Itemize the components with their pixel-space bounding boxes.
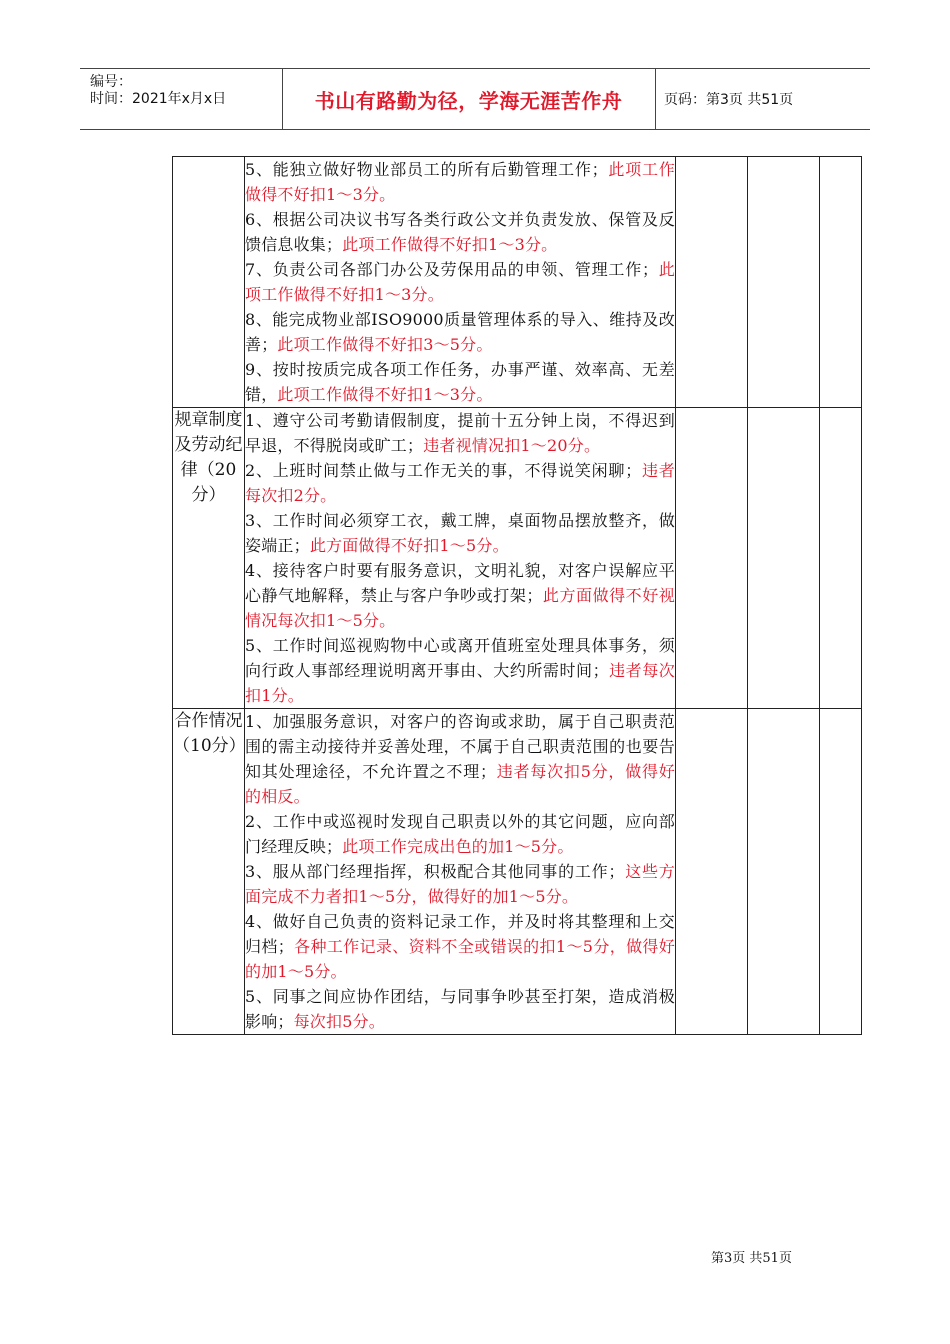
criteria-item: [245, 859, 675, 909]
criteria-item: [245, 307, 675, 357]
criteria-item: [245, 633, 675, 708]
criteria-text: 3、工作时间必须穿工衣，戴工牌，桌面物品摆放整齐，做姿端正；: [245, 511, 675, 555]
criteria-item: [245, 709, 675, 809]
penalty-text: 每次扣5分。: [293, 1012, 385, 1031]
score-cell: [676, 709, 748, 1035]
criteria-text: 2、上班时间禁止做与工作无关的事，不得说笑闲聊；: [245, 461, 642, 480]
motto-text: 书山有路勤为径，学海无涯苦作舟: [314, 88, 623, 113]
penalty-text: 此方面做得不好视情况每次扣1～5分。: [245, 586, 675, 630]
penalty-text: 违者每次扣2分。: [245, 461, 675, 505]
criteria-text: 2、工作中或巡视时发现自己职责以外的其它问题，应向部门经理反映；: [245, 812, 675, 856]
criteria-text: 5、能独立做好物业部员工的所有后勤管理工作；: [245, 160, 608, 179]
score-cell: [676, 157, 748, 408]
criteria-text: 7、负责公司各部门办公及劳保用品的申领、管理工作；: [245, 260, 659, 279]
criteria-text: 3、服从部门经理指挥，积极配合其他同事的工作；: [245, 862, 625, 881]
criteria-text: 4、做好自己负责的资料记录工作，并及时将其整理和上交归档；: [245, 912, 675, 956]
penalty-text: 此项工作做得不好扣1～3分。: [245, 260, 676, 304]
page-header: [80, 68, 870, 130]
penalty-text: 此项工作做得不好扣1～3分。: [245, 160, 675, 204]
criteria-item: [245, 809, 675, 859]
criteria-item: [245, 909, 675, 984]
criteria-text: 6、根据公司决议书写各类行政公文并负责发放、保管及反馈信息收集；: [245, 210, 675, 254]
criteria-text: 4、接待客户时要有服务意识，文明礼貌，对客户误解应平心静气地解释，禁止与客户争吵或打架；: [245, 561, 675, 605]
criteria-text: 5、工作时间巡视购物中心或离开值班室处理具体事务，须向行政人事部经理说明离开事由、大约所需时间；: [245, 636, 675, 680]
criteria-cell: [245, 408, 676, 709]
table-row: [173, 709, 862, 1035]
criteria-item: [245, 257, 675, 307]
header-meta: [80, 69, 283, 129]
category-cell: 规章制度及劳动纪律（20分）: [173, 408, 245, 709]
criteria-text: 1、遵守公司考勤请假制度，提前十五分钟上岗，不得迟到早退，不得脱岗或旷工；: [245, 411, 675, 455]
footer-page-number: 第3页 共51页: [711, 1251, 792, 1266]
score-cell: [748, 408, 820, 709]
criteria-item: [245, 207, 675, 257]
criteria-cell: [245, 157, 676, 408]
criteria-text: 1、加强服务意识，对客户的咨询或求助，属于自己职责范围的需主动接待并妥善处理，不属于自己职责范围的也要告知其处理途径，不允许置之不理；: [245, 712, 675, 781]
header-page-number: 页码：第3页 共51页: [664, 92, 794, 108]
header-motto: [282, 69, 656, 129]
criteria-item: [245, 357, 675, 407]
score-cell: [748, 709, 820, 1035]
penalty-text: 各种工作记录、资料不全或错误的扣1～5分，做得好的加1～5分。: [245, 937, 675, 981]
penalty-text: 此项工作做得不好扣1～3分。: [277, 385, 493, 404]
criteria-item: [245, 458, 675, 508]
number-label: 编号：: [90, 74, 132, 90]
penalty-text: 违者每次扣5分，做得好的相反。: [245, 762, 675, 806]
criteria-item: [245, 408, 675, 458]
penalty-text: 这些方面完成不力者扣1～5分，做得好的加1～5分。: [245, 862, 675, 906]
table-row: [173, 157, 862, 408]
category-cell: 合作情况（10分）: [173, 709, 245, 1035]
score-cell: [748, 157, 820, 408]
criteria-cell: [245, 709, 676, 1035]
penalty-text: 违者视情况扣1～20分。: [423, 436, 601, 455]
evaluation-table: [172, 156, 862, 1035]
score-cell: [820, 709, 862, 1035]
criteria-text: 9、按时按质完成各项工作任务，办事严谨、效率高、无差错，: [245, 360, 675, 404]
criteria-item: [245, 508, 675, 558]
criteria-item: [245, 558, 675, 633]
criteria-text: 8、能完成物业部ISO9000质量管理体系的导入、维持及改善；: [245, 310, 675, 354]
penalty-text: 此项工作做得不好扣1～3分。: [342, 235, 558, 254]
score-cell: [676, 408, 748, 709]
criteria-item: [245, 157, 675, 207]
category-cell: [173, 157, 245, 408]
criteria-text: 5、同事之间应协作团结，与同事争吵甚至打架，造成消极影响；: [245, 987, 675, 1031]
penalty-text: 违者每次扣1分。: [245, 661, 675, 705]
score-cell: [820, 157, 862, 408]
penalty-text: 此方面做得不好扣1～5分。: [309, 536, 509, 555]
table-row: [173, 408, 862, 709]
time-label: 时间：2021年x月x日: [90, 91, 227, 107]
penalty-text: 此项工作完成出色的加1～5分。: [342, 837, 574, 856]
score-cell: [820, 408, 862, 709]
criteria-item: [245, 984, 675, 1034]
penalty-text: 此项工作做得不好扣3～5分。: [277, 335, 493, 354]
